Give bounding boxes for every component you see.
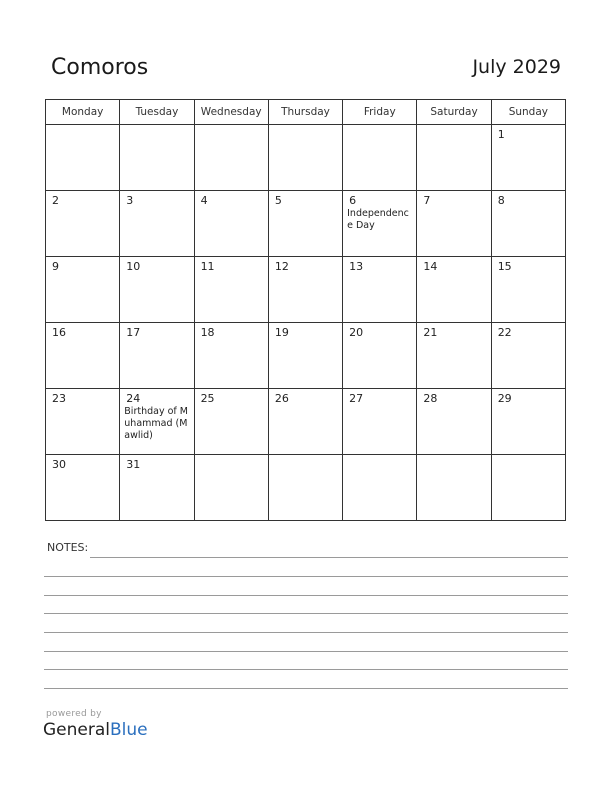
empty-day-cell bbox=[194, 125, 268, 191]
brand-logo[interactable] bbox=[43, 720, 148, 740]
week-row bbox=[46, 125, 566, 191]
day-cell-13[interactable] bbox=[343, 257, 417, 323]
day-cell-20[interactable] bbox=[343, 323, 417, 389]
day-cell-8[interactable] bbox=[491, 191, 565, 257]
day-number: 13 bbox=[349, 260, 364, 273]
weekday-header-row bbox=[46, 100, 566, 125]
day-cell-9[interactable] bbox=[46, 257, 120, 323]
day-cell-31[interactable] bbox=[120, 455, 194, 521]
day-cell-12[interactable] bbox=[268, 257, 342, 323]
day-cell-29[interactable] bbox=[491, 389, 565, 455]
day-number: 15 bbox=[497, 260, 512, 273]
day-cell-23[interactable] bbox=[46, 389, 120, 455]
day-cell-6[interactable] bbox=[343, 191, 417, 257]
powered-by-text: powered by bbox=[46, 709, 102, 719]
day-number: 11 bbox=[200, 260, 215, 273]
weekday-tuesday: Tuesday bbox=[120, 100, 194, 125]
note-line[interactable] bbox=[44, 595, 568, 596]
empty-day-cell bbox=[417, 455, 491, 521]
week-row bbox=[46, 191, 566, 257]
day-cell-18[interactable] bbox=[194, 323, 268, 389]
brand-blue: Blue bbox=[110, 720, 148, 740]
calendar-grid bbox=[45, 99, 566, 521]
holiday-label: Independence Day bbox=[347, 208, 409, 231]
day-cell-19[interactable] bbox=[268, 323, 342, 389]
day-number: 22 bbox=[497, 326, 512, 339]
day-cell-26[interactable] bbox=[268, 389, 342, 455]
day-number: 19 bbox=[274, 326, 289, 339]
day-number: 26 bbox=[274, 392, 289, 405]
day-cell-10[interactable] bbox=[120, 257, 194, 323]
day-number: 17 bbox=[126, 326, 141, 339]
weekday-sunday: Sunday bbox=[491, 100, 565, 125]
week-row bbox=[46, 257, 566, 323]
empty-day-cell bbox=[120, 125, 194, 191]
brand-general: General bbox=[43, 720, 110, 740]
day-cell-1[interactable] bbox=[491, 125, 565, 191]
day-number: 23 bbox=[52, 392, 66, 405]
day-cell-25[interactable] bbox=[194, 389, 268, 455]
day-cell-4[interactable] bbox=[194, 191, 268, 257]
month-title: July 2029 bbox=[472, 56, 561, 78]
day-number: 4 bbox=[200, 194, 208, 207]
empty-day-cell bbox=[46, 125, 120, 191]
day-number: 1 bbox=[497, 128, 505, 141]
weekday-thursday: Thursday bbox=[268, 100, 342, 125]
day-cell-11[interactable] bbox=[194, 257, 268, 323]
day-cell-17[interactable] bbox=[120, 323, 194, 389]
note-line[interactable] bbox=[44, 669, 568, 670]
note-line[interactable] bbox=[44, 632, 568, 633]
note-line[interactable] bbox=[44, 651, 568, 652]
day-cell-22[interactable] bbox=[491, 323, 565, 389]
note-line[interactable] bbox=[44, 576, 568, 577]
day-number: 5 bbox=[274, 194, 282, 207]
day-number: 18 bbox=[200, 326, 215, 339]
day-cell-16[interactable] bbox=[46, 323, 120, 389]
day-number: 31 bbox=[126, 458, 141, 471]
note-line[interactable] bbox=[90, 557, 568, 558]
empty-day-cell bbox=[343, 455, 417, 521]
notes-label: NOTES: bbox=[47, 541, 89, 554]
weekday-monday: Monday bbox=[46, 100, 120, 125]
day-number: 3 bbox=[126, 194, 134, 207]
holiday-label: Birthday of Muhammad (Mawlid) bbox=[124, 406, 188, 441]
day-number: 10 bbox=[126, 260, 141, 273]
day-number: 2 bbox=[52, 194, 59, 207]
week-row bbox=[46, 455, 566, 521]
day-cell-2[interactable] bbox=[46, 191, 120, 257]
day-number: 24 bbox=[126, 392, 141, 405]
country-title: Comoros bbox=[51, 55, 149, 80]
weekday-friday: Friday bbox=[343, 100, 417, 125]
day-cell-15[interactable] bbox=[491, 257, 565, 323]
empty-day-cell bbox=[417, 125, 491, 191]
day-number: 12 bbox=[274, 260, 289, 273]
week-row bbox=[46, 389, 566, 455]
day-number: 25 bbox=[200, 392, 215, 405]
empty-day-cell bbox=[268, 455, 342, 521]
day-number: 14 bbox=[423, 260, 438, 273]
week-row bbox=[46, 323, 566, 389]
day-number: 30 bbox=[52, 458, 66, 471]
day-number: 7 bbox=[423, 194, 431, 207]
day-cell-24[interactable] bbox=[120, 389, 194, 455]
note-line[interactable] bbox=[44, 688, 568, 689]
weekday-saturday: Saturday bbox=[417, 100, 491, 125]
day-cell-21[interactable] bbox=[417, 323, 491, 389]
empty-day-cell bbox=[343, 125, 417, 191]
day-cell-7[interactable] bbox=[417, 191, 491, 257]
day-number: 6 bbox=[349, 194, 357, 207]
day-number: 29 bbox=[497, 392, 512, 405]
empty-day-cell bbox=[194, 455, 268, 521]
day-cell-28[interactable] bbox=[417, 389, 491, 455]
weekday-wednesday: Wednesday bbox=[194, 100, 268, 125]
day-cell-5[interactable] bbox=[268, 191, 342, 257]
day-number: 9 bbox=[52, 260, 59, 273]
day-cell-3[interactable] bbox=[120, 191, 194, 257]
day-cell-14[interactable] bbox=[417, 257, 491, 323]
day-number: 21 bbox=[423, 326, 438, 339]
note-line[interactable] bbox=[44, 613, 568, 614]
empty-day-cell bbox=[491, 455, 565, 521]
day-number: 27 bbox=[349, 392, 364, 405]
day-cell-27[interactable] bbox=[343, 389, 417, 455]
day-number: 20 bbox=[349, 326, 364, 339]
day-number: 8 bbox=[497, 194, 505, 207]
day-cell-30[interactable] bbox=[46, 455, 120, 521]
day-number: 16 bbox=[52, 326, 66, 339]
day-number: 28 bbox=[423, 392, 438, 405]
empty-day-cell bbox=[268, 125, 342, 191]
